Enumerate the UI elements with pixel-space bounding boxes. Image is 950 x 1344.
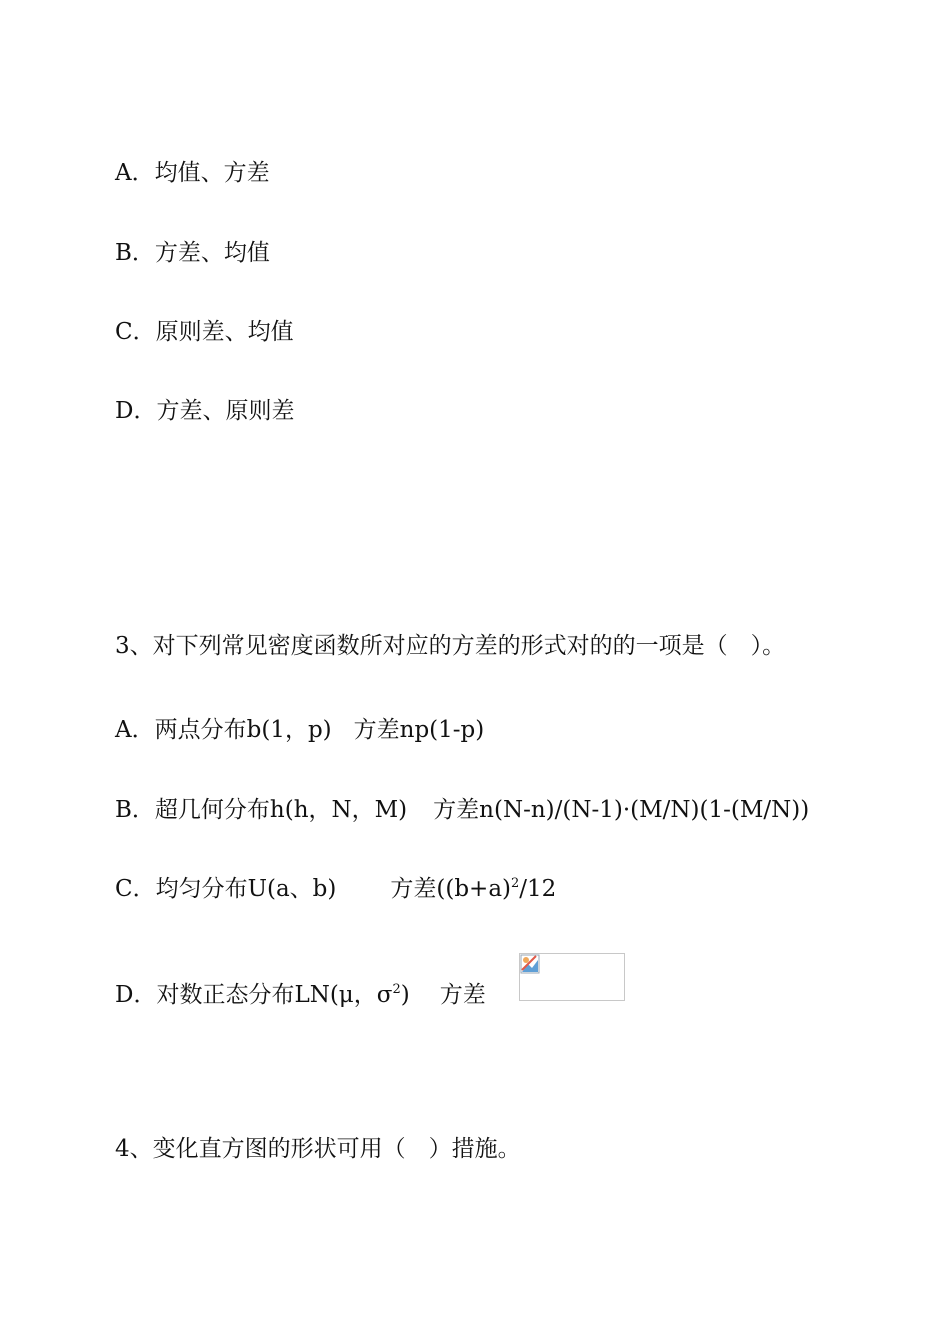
q2-option-a: A．均值、方差 (115, 160, 270, 186)
q3-option-b-variance: 方差n(N-n)/(N-1)·(M/N)(1-(M/N)) (433, 797, 810, 823)
broken-image-icon (520, 954, 540, 974)
q3-option-b (115, 795, 809, 825)
q3-option-c (115, 874, 556, 904)
q3-option-a-distribution: A．两点分布b(1，p) (115, 717, 332, 743)
q3-option-d-distribution: D．对数正态分布LN(μ，$\sigma^2$) (115, 982, 410, 1008)
q3-option-d (115, 980, 486, 1010)
q3-option-c-variance: 方差($(b+a)^2/12$ (390, 876, 557, 902)
q4-stem: 4、变化直方图的形状可用（ ）措施。 (115, 1136, 521, 1162)
q2-option-b: B．方差、均值 (115, 240, 270, 266)
q3-option-c-distribution: C．均匀分布U(a、b) (115, 876, 337, 902)
q3-stem: 3、对下列常见密度函数所对应的方差的形式对的的一项是（ ）。 (115, 633, 786, 659)
q3-option-d-variance-label: 方差 (439, 982, 486, 1008)
q2-option-d: D．方差、原则差 (115, 398, 295, 424)
q3-option-a (115, 715, 484, 745)
q3-option-d-formula-image (519, 953, 625, 1001)
q3-option-a-variance: 方差np(1-p) (353, 717, 485, 743)
q2-option-c: C．原则差、均值 (115, 319, 294, 345)
q3-option-b-distribution: B．超几何分布h(h，N，M) (115, 797, 408, 823)
